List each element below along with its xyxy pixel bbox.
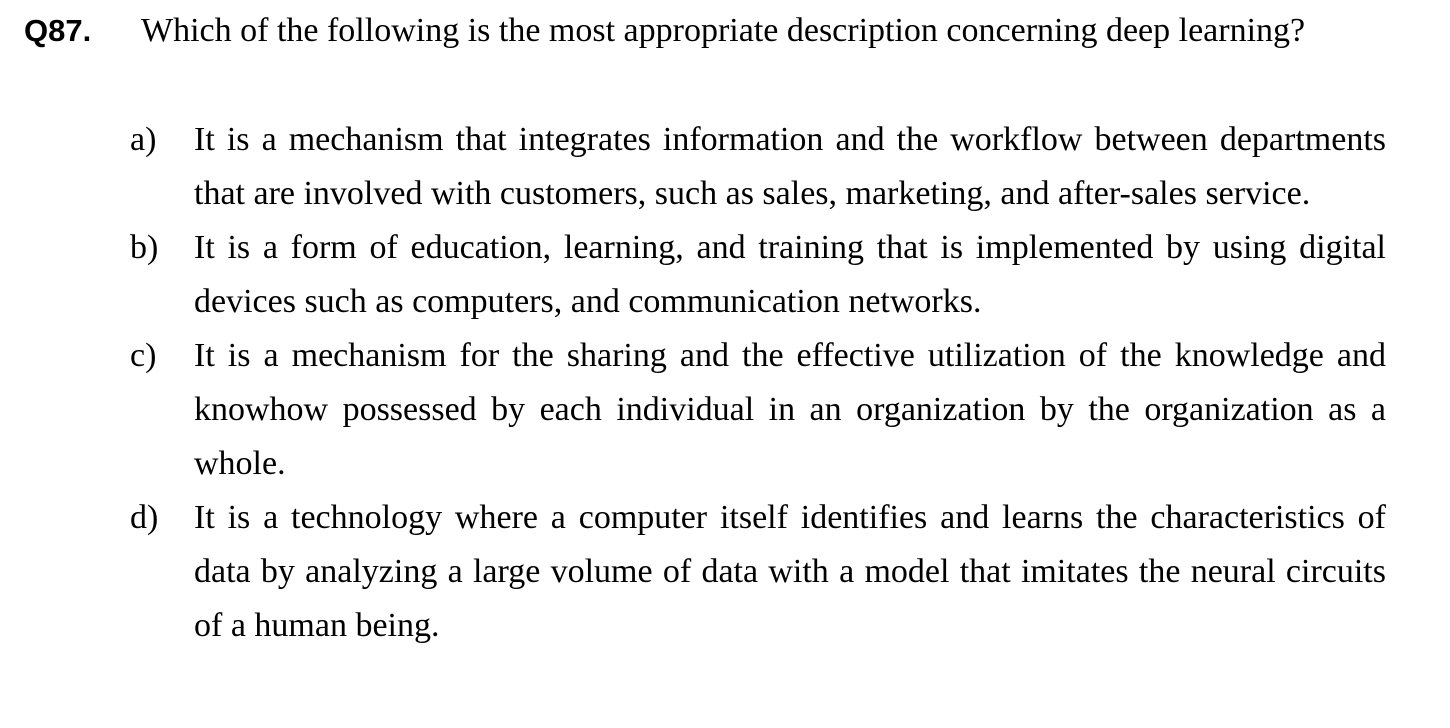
option-d[interactable] [130, 491, 1386, 653]
option-c-text: It is a mechanism for the sharing and the effective utilization of the knowledge and knowhow possessed by each individual in an organization by the organization as a whole. [194, 337, 1386, 482]
option-d-letter: d) [130, 499, 159, 536]
option-d-text: It is a technology where a computer itself identifies and learns the characteristics of data by analyzing a large volume of data with a model that imitates the neural circuits of a human being. [194, 499, 1386, 644]
option-a[interactable] [130, 113, 1386, 221]
option-a-text: It is a mechanism that integrates information and the workflow between departments that are involved with customers, such as sales, marketing, and after-sales service. [194, 121, 1386, 212]
option-b[interactable] [130, 221, 1386, 329]
option-b-letter: b) [130, 229, 159, 266]
question-number: Q87. [24, 13, 92, 48]
question-text: Which of the following is the most appropriate description concerning deep learning? [141, 12, 1306, 49]
option-c-letter: c) [130, 337, 157, 374]
option-a-letter: a) [130, 121, 157, 158]
answer-options-list [130, 113, 1386, 653]
option-c[interactable] [130, 329, 1386, 491]
question-header [24, 12, 1424, 50]
option-b-text: It is a form of education, learning, and training that is implemented by using digital devices such as computers, and communication networks. [194, 229, 1386, 320]
